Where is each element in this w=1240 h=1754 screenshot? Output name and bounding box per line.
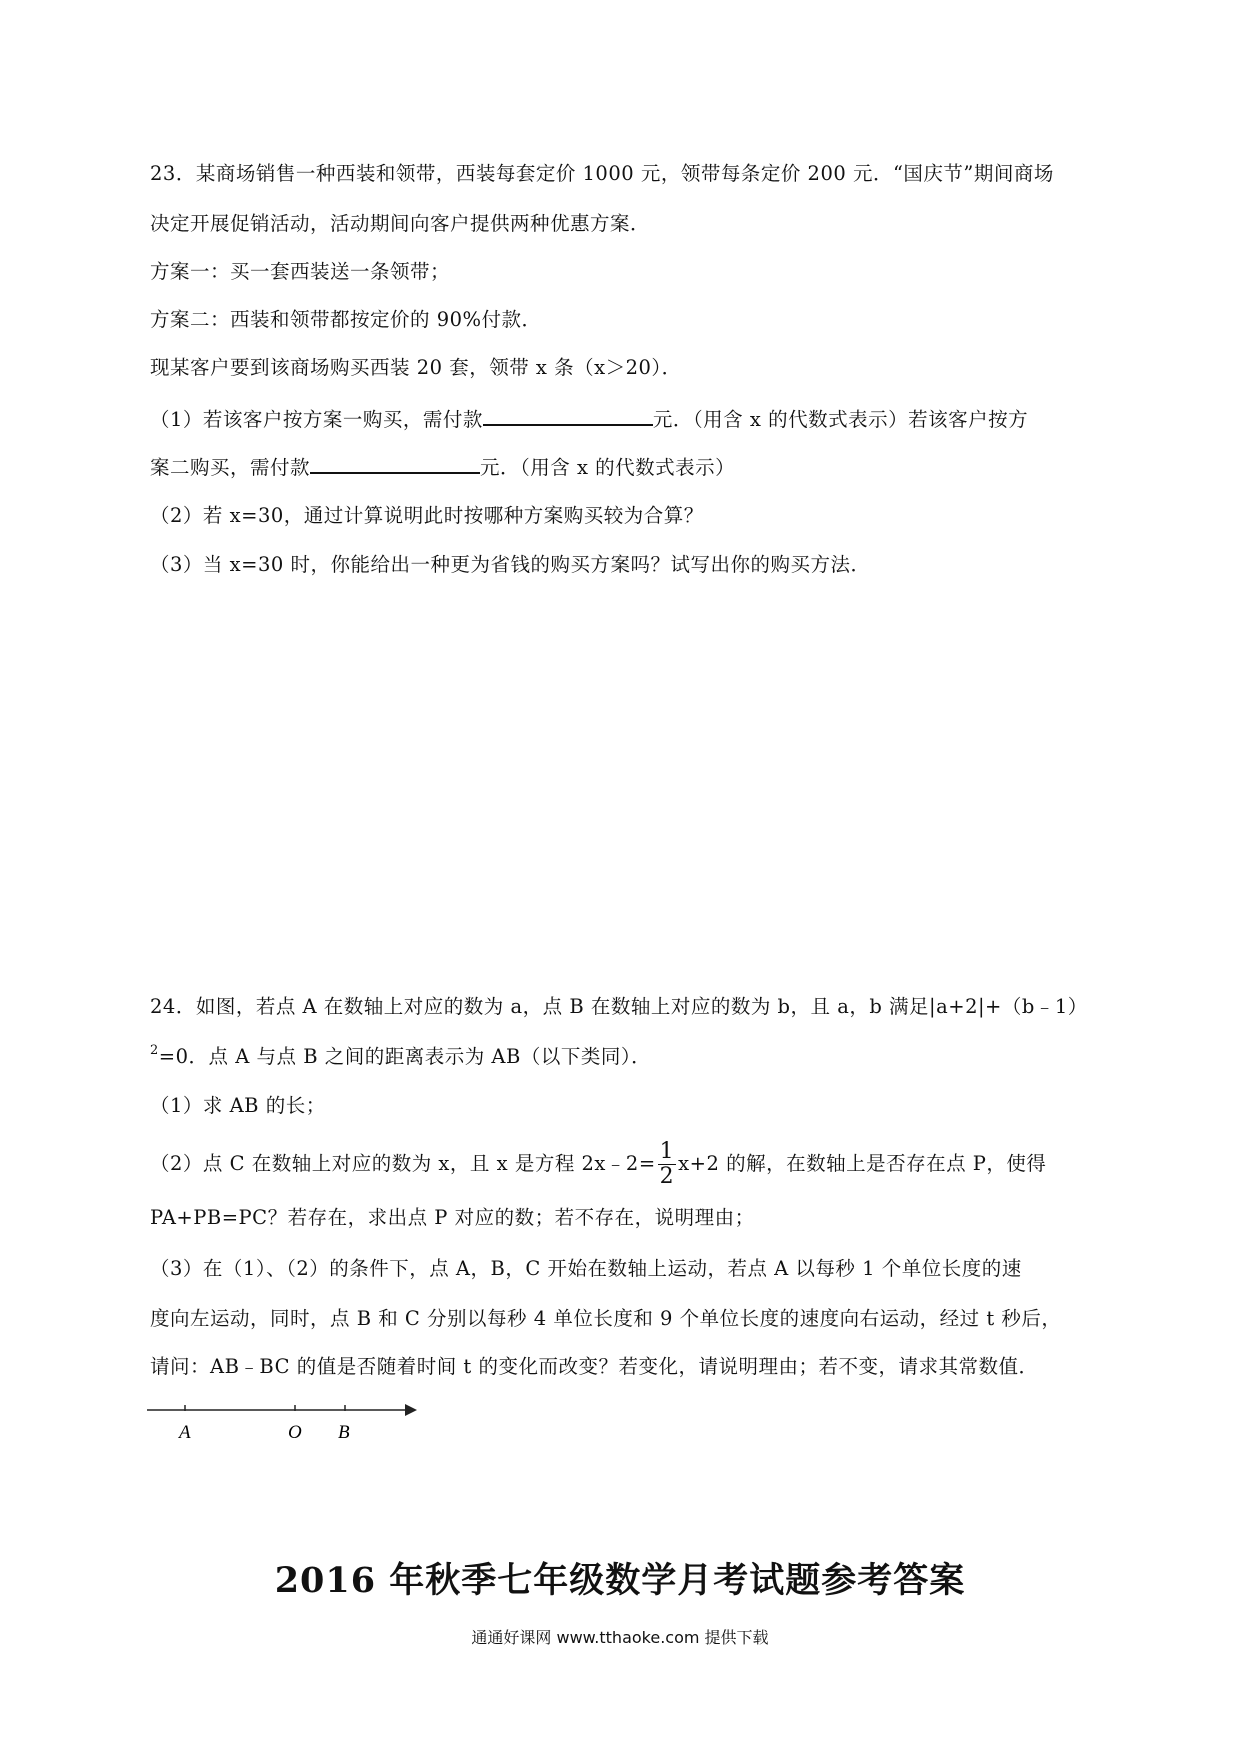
q23-plan1: 方案一：买一套西装送一条领带； <box>150 260 451 283</box>
fraction-denominator: 2 <box>659 1164 675 1189</box>
answer-section-title: 2016 年秋季七年级数学月考试题参考答案 <box>274 1560 966 1601</box>
q24-part2-line1 <box>150 1140 1046 1189</box>
q24-exponent: 2 <box>150 1043 159 1058</box>
q24-stem-line2 <box>150 1043 651 1074</box>
q23-part2: （2）若 x=30，通过计算说明此时按哪种方案购买较为合算？ <box>150 504 704 527</box>
fraction-numerator: 1 <box>659 1139 675 1164</box>
q23-part1-line1 <box>150 404 1028 434</box>
q24-stem-line2-text: =0．点 A 与点 B 之间的距离表示为 AB（以下类同）． <box>158 1045 652 1068</box>
answer-blank-1 <box>483 404 653 426</box>
q24-part1: （1）求 AB 的长； <box>150 1094 326 1117</box>
q23-part1-text-c: 案二购买，需付款 <box>150 456 311 479</box>
number-line-figure <box>145 1396 425 1450</box>
label-A: A <box>179 1422 191 1443</box>
q23-stem-line1: 23．某商场销售一种西装和领带，西装每套定价 1000 元，领带每条定价 200 元．“国庆节”期间商场 <box>150 162 1054 185</box>
answer-blank-2 <box>310 452 480 474</box>
q23-part1-text-a: （1）若该客户按方案一购买，需付款 <box>150 408 483 431</box>
q23-part3: （3）当 x=30 时，你能给出一种更为省钱的购买方案吗？试写出你的购买方法． <box>150 553 871 576</box>
number-line-arrow-icon <box>405 1404 417 1416</box>
q24-part3-line3: 请问：AB﹣BC 的值是否随着时间 t 的变化而改变？若变化，请说明理由；若不变，请求其常数值． <box>150 1355 1039 1378</box>
label-O: O <box>288 1422 302 1443</box>
q24-part2-line2: PA+PB=PC？若存在，求出点 P 对应的数；若不存在，说明理由； <box>150 1206 755 1229</box>
q24-part2-text-a: （2）点 C 在数轴上对应的数为 x，且 x 是方程 2x﹣2= <box>150 1152 656 1175</box>
label-B: B <box>338 1422 350 1443</box>
q23-part1-text-b: 元．（用含 x 的代数式表示）若该客户按方 <box>652 408 1029 431</box>
page-footer: 通通好课网 www.tthaoke.com 提供下载 <box>471 1628 769 1647</box>
q24-part3-line1: （3）在（1）、（2）的条件下，点 A，B，C 开始在数轴上运动，若点 A 以每秒 1 个单位长度的速 <box>150 1257 1022 1280</box>
q24-part2-text-b: x+2 的解，在数轴上是否存在点 P，使得 <box>678 1152 1047 1175</box>
q23-condition: 现某客户要到该商场购买西装 20 套，领带 x 条（x＞20）． <box>150 356 682 379</box>
q23-part1-line2 <box>150 452 735 482</box>
q24-part3-line2: 度向左运动，同时，点 B 和 C 分别以每秒 4 单位长度和 9 个单位长度的速度向右运动，经过 t 秒后， <box>150 1307 1062 1330</box>
q23-stem-line2: 决定开展促销活动，活动期间向客户提供两种优惠方案． <box>150 212 651 235</box>
number-line-svg <box>145 1396 425 1446</box>
fraction-one-half <box>658 1140 677 1189</box>
q24-stem-line1: 24．如图，若点 A 在数轴上对应的数为 a，点 B 在数轴上对应的数为 b，且 a，b 满足|a+2|+（b﹣1） <box>150 995 1088 1018</box>
q23-plan2: 方案二：西装和领带都按定价的 90%付款． <box>150 308 542 331</box>
q23-part1-text-d: 元．（用含 x 的代数式表示） <box>480 456 736 479</box>
